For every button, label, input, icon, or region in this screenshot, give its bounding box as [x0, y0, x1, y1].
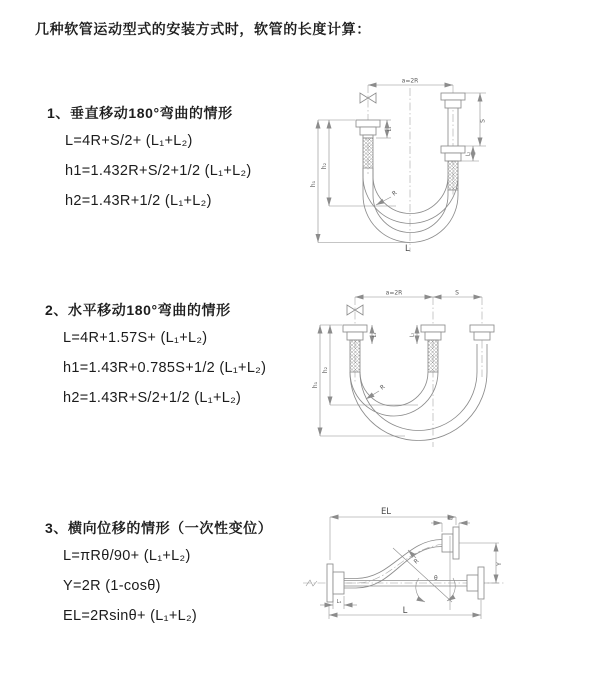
section-2-formula-h2: h2=1.43R+S/2+1/2 (L₁+L₂) — [63, 390, 242, 406]
dim-label-h1: h₁ — [312, 381, 319, 389]
angle-arc-left — [416, 578, 425, 602]
hose-inner-wall-displaced — [360, 344, 477, 431]
angle-label-theta: θ — [434, 575, 438, 582]
dim-label-h2: h₂ — [322, 366, 329, 374]
diagram-3-lateral-displacement — [298, 500, 600, 648]
section-3-formula-L: L=πRθ/90+ (L₁+L₂) — [63, 548, 191, 564]
section-2-heading: 2、水平移动180°弯曲的情形 — [45, 302, 231, 318]
radius-leader — [376, 197, 391, 205]
diagram-1-vertical-bend — [310, 66, 600, 262]
right-flange — [470, 325, 494, 340]
dim-label-l2: L₂ — [409, 332, 416, 338]
section-2-formula-h1: h1=1.43R+0.785S+1/2 (L₁+L₂) — [63, 360, 267, 376]
dim-label-s: S — [479, 119, 487, 123]
right-flange-top-plate — [453, 527, 459, 559]
dim-label-l1: L₁ — [336, 599, 342, 605]
section-1 — [47, 104, 252, 222]
dim-label-r: R — [412, 557, 421, 566]
left-flange-block — [360, 127, 376, 135]
dim-label-a2r: a=2R — [385, 289, 403, 297]
hose-outer-wall-low — [363, 168, 458, 243]
left-braid-section — [350, 340, 360, 372]
dim-label-L: L — [405, 244, 410, 254]
dim-label-l1: L₁ — [372, 332, 378, 338]
dim-label-r: R — [378, 383, 387, 392]
hose-outer-wall-displaced — [350, 344, 487, 441]
right-flange-low-block — [467, 575, 478, 591]
right-flange-top-block — [442, 534, 453, 552]
section-3 — [45, 519, 272, 637]
dim-label-s: S — [455, 289, 459, 297]
hose-inner-wall-original — [360, 372, 428, 406]
hose-scurve-bottom-wall — [344, 547, 442, 589]
left-flange — [343, 325, 367, 340]
middle-flange — [421, 325, 445, 340]
dim-label-l2: L₂ — [465, 151, 472, 157]
dim-label-el: EL — [380, 507, 392, 517]
left-flange-plate — [356, 120, 380, 127]
diagram-2-horizontal-bend — [310, 282, 600, 462]
left-flange-plate — [327, 564, 333, 602]
left-braid-section — [363, 138, 373, 168]
angle-arc-right — [447, 578, 455, 601]
right-flange-low-plate — [478, 567, 484, 599]
section-1-formula-h2: h2=1.43R+1/2 (L₁+L₂) — [65, 193, 212, 209]
section-3-heading: 3、横向位移的情形（一次性变位） — [45, 520, 273, 536]
left-flange-neck — [363, 135, 373, 138]
construction-diagonal — [393, 548, 452, 602]
hose-inner-wall-low — [373, 168, 448, 233]
dim-label-a2r: a=2R — [401, 77, 419, 85]
section-2-formula-L: L=4R+1.57S+ (L₁+L₂) — [63, 330, 208, 346]
right-flange-top-block — [445, 100, 461, 108]
doc-title: 几种软管运动型式的安装方式时，软管的长度计算： — [35, 21, 371, 37]
right-flange-low-plate — [441, 146, 465, 153]
dim-label-L: L — [402, 606, 408, 616]
section-3-formula-EL: EL=2Rsinθ+ (L₁+L₂) — [63, 608, 198, 624]
right-flange-top-plate — [441, 93, 465, 100]
dim-label-l1: L₁ — [387, 126, 393, 132]
hose-outer-wall-original — [350, 372, 438, 416]
dim-label-y: Y — [496, 562, 503, 566]
dim-label-l2: L₂ — [448, 516, 453, 522]
section-1-formula-h1: h1=1.432R+S/2+1/2 (L₁+L₂) — [65, 163, 252, 179]
section-3-formula-Y: Y=2R (1-cosθ) — [63, 578, 161, 594]
dim-label-h2: h₂ — [321, 162, 328, 170]
hose-inner-wall-high — [373, 168, 448, 214]
radius-leader — [366, 391, 379, 399]
right-flange-low-block — [445, 153, 461, 161]
middle-braid-section — [428, 340, 438, 372]
section-1-heading: 1、垂直移动180°弯曲的情形 — [47, 105, 233, 121]
right-braid-section — [448, 161, 458, 190]
dim-label-h1: h₁ — [310, 180, 317, 188]
hose-scurve-centerline — [344, 543, 456, 583]
section-2 — [45, 301, 266, 419]
left-flange-block — [333, 572, 344, 594]
section-1-formula-L: L=4R+S/2+ (L₁+L₂) — [65, 133, 193, 149]
hose-outer-wall-high — [363, 168, 458, 224]
dim-label-r: R — [390, 189, 399, 198]
